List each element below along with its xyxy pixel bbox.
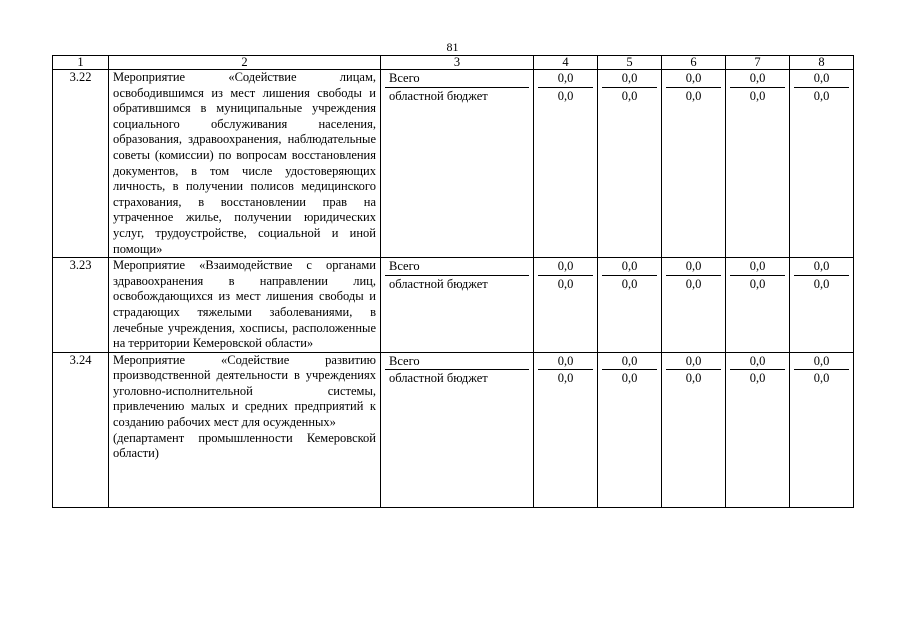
value-cell — [790, 258, 854, 353]
funding-source-total: Всего — [385, 258, 529, 276]
value-total: 0,0 — [794, 70, 849, 88]
value-total: 0,0 — [602, 70, 657, 88]
value-cell — [534, 352, 598, 507]
value-total: 0,0 — [794, 258, 849, 276]
header-row — [53, 56, 854, 70]
funding-source-total: Всего — [385, 70, 529, 88]
header-cell: 2 — [109, 56, 381, 70]
value-regional: 0,0 — [749, 371, 766, 386]
value-regional: 0,0 — [557, 276, 574, 291]
blank-space — [113, 462, 376, 507]
value-regional: 0,0 — [685, 276, 702, 291]
value-regional: 0,0 — [557, 88, 574, 103]
value-total: 0,0 — [538, 70, 593, 88]
row-number: 3.24 — [53, 352, 109, 507]
value-total: 0,0 — [666, 353, 721, 371]
value-cell — [726, 352, 790, 507]
value-regional: 0,0 — [813, 371, 830, 386]
value-total: 0,0 — [794, 353, 849, 371]
page-number: 81 — [446, 40, 459, 54]
header-cell: 6 — [662, 56, 726, 70]
measure-description: Мероприятие «Содействие развитию производственной деятельности в учреждениях уголовно-исполнительной системы, привлечению малых и средних предприятий к созданию рабочих мест для осужденных» — [113, 352, 376, 430]
funding-source-regional: областной бюджет — [389, 276, 488, 291]
value-regional: 0,0 — [813, 276, 830, 291]
value-regional: 0,0 — [813, 88, 830, 103]
value-total: 0,0 — [602, 353, 657, 371]
funding-source-regional: областной бюджет — [389, 371, 488, 386]
row-number: 3.22 — [53, 70, 109, 258]
value-cell — [598, 352, 662, 507]
value-cell — [726, 258, 790, 353]
value-cell — [790, 352, 854, 507]
value-cell — [790, 70, 854, 258]
value-total: 0,0 — [730, 258, 785, 276]
budget-table — [52, 55, 854, 508]
value-cell — [662, 352, 726, 507]
value-regional: 0,0 — [621, 276, 638, 291]
value-regional: 0,0 — [749, 276, 766, 291]
value-regional: 0,0 — [557, 371, 574, 386]
header-cell: 3 — [381, 56, 534, 70]
funding-source-regional: областной бюджет — [389, 88, 488, 103]
table-row — [53, 70, 854, 258]
header-cell: 5 — [598, 56, 662, 70]
value-cell — [598, 258, 662, 353]
value-cell — [598, 70, 662, 258]
value-total: 0,0 — [730, 70, 785, 88]
value-cell — [662, 258, 726, 353]
funding-source-cell — [381, 352, 534, 507]
table-row — [53, 258, 854, 353]
measure-description-cell — [109, 352, 381, 507]
value-cell — [534, 258, 598, 353]
funding-source-cell — [381, 70, 534, 258]
funding-source-cell — [381, 258, 534, 353]
value-regional: 0,0 — [749, 88, 766, 103]
header-cell: 1 — [53, 56, 109, 70]
header-cell: 8 — [790, 56, 854, 70]
value-total: 0,0 — [666, 258, 721, 276]
value-regional: 0,0 — [685, 371, 702, 386]
header-cell: 4 — [534, 56, 598, 70]
table-row — [53, 352, 854, 507]
value-cell — [534, 70, 598, 258]
value-cell — [662, 70, 726, 258]
value-total: 0,0 — [730, 353, 785, 371]
measure-responsible: (департамент промышленности Кемеровской области) — [113, 430, 376, 461]
measure-description: Мероприятие «Взаимодействие с органами здравоохранения в направлении лиц, освобождающихся из мест лишения свободы и страдающих тяжелыми заболеваниями, в лечебные учреждения, хосписы, расположенные на территории Кемеровской области» — [109, 258, 381, 353]
value-total: 0,0 — [538, 353, 593, 371]
value-regional: 0,0 — [621, 88, 638, 103]
header-cell: 7 — [726, 56, 790, 70]
value-total: 0,0 — [666, 70, 721, 88]
value-total: 0,0 — [538, 258, 593, 276]
row-number: 3.23 — [53, 258, 109, 353]
value-regional: 0,0 — [685, 88, 702, 103]
value-regional: 0,0 — [621, 371, 638, 386]
value-cell — [726, 70, 790, 258]
value-total: 0,0 — [602, 258, 657, 276]
funding-source-total: Всего — [385, 353, 529, 371]
measure-description: Мероприятие «Содействие лицам, освободившимся из мест лишения свободы и обратившимся в муниципальные учреждения социального обслуживания населения, образования, здравоохранения, наблюдательные советы (комиссии) по вопросам восстановления документов, в том числе удостоверяющих личность, в получении полисов медицинского страхования, в восстановлении прав на утраченное жилье, получении юридических услуг, трудоустройстве, социальной и иной помощи» — [109, 70, 381, 258]
